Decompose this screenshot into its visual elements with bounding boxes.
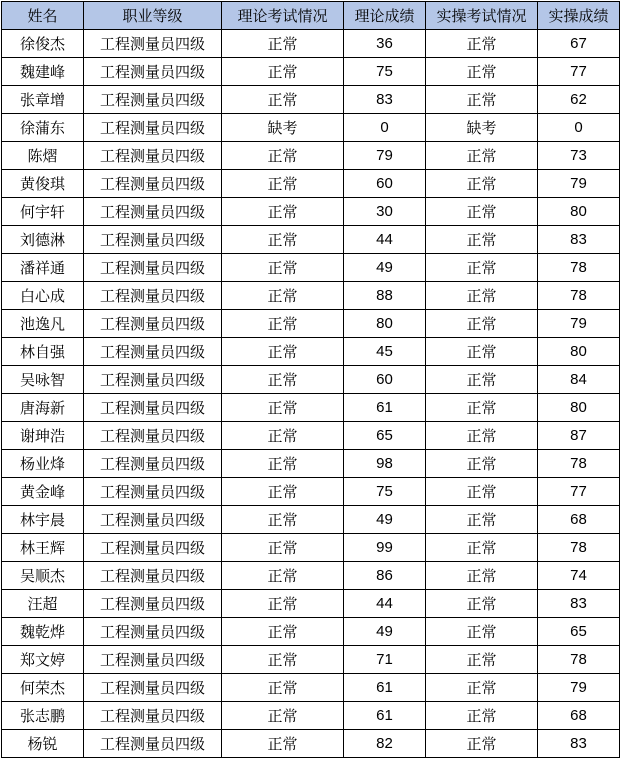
cell-theory-status: 正常	[222, 674, 344, 702]
header-name: 姓名	[2, 2, 84, 30]
table-row	[2, 422, 620, 450]
table-row	[2, 170, 620, 198]
cell-practical-score: 68	[538, 506, 620, 534]
cell-practical-status: 正常	[426, 282, 538, 310]
cell-practical-status: 正常	[426, 562, 538, 590]
cell-practical-status: 正常	[426, 478, 538, 506]
cell-theory-score: 60	[344, 366, 426, 394]
header-level: 职业等级	[84, 2, 222, 30]
table-row	[2, 562, 620, 590]
cell-theory-status: 正常	[222, 534, 344, 562]
cell-name: 潘祥通	[2, 254, 84, 282]
cell-name: 吴顺杰	[2, 562, 84, 590]
table-row	[2, 254, 620, 282]
table-row	[2, 618, 620, 646]
cell-theory-status: 正常	[222, 142, 344, 170]
cell-practical-status: 正常	[426, 226, 538, 254]
cell-level: 工程测量员四级	[84, 618, 222, 646]
cell-practical-status: 正常	[426, 198, 538, 226]
cell-practical-score: 68	[538, 702, 620, 730]
cell-theory-score: 86	[344, 562, 426, 590]
cell-name: 陈熠	[2, 142, 84, 170]
cell-theory-status: 正常	[222, 198, 344, 226]
cell-name: 徐蒲东	[2, 114, 84, 142]
cell-name: 林王辉	[2, 534, 84, 562]
table-row	[2, 338, 620, 366]
cell-practical-status: 正常	[426, 30, 538, 58]
table-row	[2, 534, 620, 562]
cell-level: 工程测量员四级	[84, 254, 222, 282]
cell-practical-status: 正常	[426, 674, 538, 702]
cell-theory-score: 61	[344, 702, 426, 730]
table-row	[2, 590, 620, 618]
header-practical-score: 实操成绩	[538, 2, 620, 30]
cell-theory-status: 正常	[222, 590, 344, 618]
cell-theory-status: 正常	[222, 338, 344, 366]
cell-name: 何宇轩	[2, 198, 84, 226]
cell-name: 张章增	[2, 86, 84, 114]
cell-level: 工程测量员四级	[84, 646, 222, 674]
cell-practical-status: 正常	[426, 338, 538, 366]
cell-practical-score: 83	[538, 590, 620, 618]
cell-level: 工程测量员四级	[84, 702, 222, 730]
cell-practical-score: 78	[538, 646, 620, 674]
cell-level: 工程测量员四级	[84, 422, 222, 450]
cell-practical-status: 正常	[426, 618, 538, 646]
cell-theory-status: 正常	[222, 618, 344, 646]
cell-practical-score: 78	[538, 254, 620, 282]
cell-practical-status: 正常	[426, 450, 538, 478]
cell-name: 魏建峰	[2, 58, 84, 86]
cell-practical-score: 78	[538, 282, 620, 310]
cell-theory-score: 80	[344, 310, 426, 338]
cell-name: 吴咏智	[2, 366, 84, 394]
cell-level: 工程测量员四级	[84, 590, 222, 618]
cell-theory-score: 44	[344, 226, 426, 254]
cell-name: 黄金峰	[2, 478, 84, 506]
cell-theory-score: 82	[344, 730, 426, 758]
cell-practical-score: 83	[538, 226, 620, 254]
cell-practical-status: 正常	[426, 86, 538, 114]
cell-theory-status: 正常	[222, 282, 344, 310]
cell-name: 汪超	[2, 590, 84, 618]
cell-name: 唐海新	[2, 394, 84, 422]
cell-level: 工程测量员四级	[84, 30, 222, 58]
cell-practical-status: 正常	[426, 310, 538, 338]
cell-name: 林宇晨	[2, 506, 84, 534]
cell-theory-status: 正常	[222, 86, 344, 114]
table-row	[2, 114, 620, 142]
cell-name: 杨锐	[2, 730, 84, 758]
cell-theory-status: 正常	[222, 422, 344, 450]
cell-practical-status: 正常	[426, 422, 538, 450]
cell-practical-score: 77	[538, 478, 620, 506]
cell-theory-score: 49	[344, 254, 426, 282]
table-row	[2, 86, 620, 114]
cell-practical-score: 78	[538, 534, 620, 562]
cell-practical-score: 80	[538, 394, 620, 422]
cell-practical-status: 正常	[426, 534, 538, 562]
cell-practical-status: 正常	[426, 142, 538, 170]
cell-theory-status: 正常	[222, 478, 344, 506]
table-row	[2, 30, 620, 58]
cell-theory-status: 正常	[222, 646, 344, 674]
cell-theory-score: 49	[344, 618, 426, 646]
cell-name: 谢珅浩	[2, 422, 84, 450]
cell-theory-score: 0	[344, 114, 426, 142]
cell-theory-status: 正常	[222, 254, 344, 282]
cell-theory-score: 49	[344, 506, 426, 534]
cell-theory-score: 36	[344, 30, 426, 58]
cell-practical-score: 79	[538, 674, 620, 702]
cell-theory-score: 44	[344, 590, 426, 618]
cell-theory-status: 正常	[222, 506, 344, 534]
cell-practical-score: 79	[538, 310, 620, 338]
cell-practical-status: 正常	[426, 590, 538, 618]
table-row	[2, 506, 620, 534]
cell-level: 工程测量员四级	[84, 142, 222, 170]
table-row	[2, 394, 620, 422]
cell-practical-score: 67	[538, 30, 620, 58]
table-row	[2, 58, 620, 86]
table-row	[2, 198, 620, 226]
cell-practical-score: 84	[538, 366, 620, 394]
cell-level: 工程测量员四级	[84, 338, 222, 366]
cell-theory-score: 98	[344, 450, 426, 478]
cell-practical-status: 正常	[426, 366, 538, 394]
header-row	[2, 2, 620, 30]
table-row	[2, 478, 620, 506]
cell-level: 工程测量员四级	[84, 310, 222, 338]
cell-name: 郑文婷	[2, 646, 84, 674]
table-body	[2, 30, 620, 758]
cell-name: 林自强	[2, 338, 84, 366]
cell-level: 工程测量员四级	[84, 170, 222, 198]
table-row	[2, 674, 620, 702]
cell-practical-score: 87	[538, 422, 620, 450]
cell-level: 工程测量员四级	[84, 198, 222, 226]
cell-practical-score: 62	[538, 86, 620, 114]
cell-level: 工程测量员四级	[84, 450, 222, 478]
cell-theory-status: 正常	[222, 170, 344, 198]
table-row	[2, 282, 620, 310]
cell-practical-score: 79	[538, 170, 620, 198]
cell-name: 魏乾烨	[2, 618, 84, 646]
cell-level: 工程测量员四级	[84, 58, 222, 86]
header-theory-status: 理论考试情况	[222, 2, 344, 30]
cell-theory-status: 正常	[222, 366, 344, 394]
cell-name: 张志鹏	[2, 702, 84, 730]
cell-theory-status: 缺考	[222, 114, 344, 142]
cell-practical-status: 正常	[426, 170, 538, 198]
cell-theory-score: 75	[344, 58, 426, 86]
cell-practical-status: 正常	[426, 730, 538, 758]
cell-practical-score: 73	[538, 142, 620, 170]
cell-level: 工程测量员四级	[84, 674, 222, 702]
cell-name: 杨业烽	[2, 450, 84, 478]
cell-level: 工程测量员四级	[84, 366, 222, 394]
cell-theory-score: 60	[344, 170, 426, 198]
table-row	[2, 646, 620, 674]
cell-level: 工程测量员四级	[84, 282, 222, 310]
cell-theory-status: 正常	[222, 226, 344, 254]
table-row	[2, 702, 620, 730]
cell-level: 工程测量员四级	[84, 86, 222, 114]
cell-practical-status: 正常	[426, 394, 538, 422]
cell-theory-score: 65	[344, 422, 426, 450]
cell-theory-score: 45	[344, 338, 426, 366]
cell-practical-score: 83	[538, 730, 620, 758]
cell-theory-status: 正常	[222, 310, 344, 338]
cell-practical-status: 正常	[426, 702, 538, 730]
cell-theory-score: 79	[344, 142, 426, 170]
cell-level: 工程测量员四级	[84, 730, 222, 758]
cell-practical-score: 78	[538, 450, 620, 478]
table-row	[2, 226, 620, 254]
cell-theory-score: 99	[344, 534, 426, 562]
cell-theory-status: 正常	[222, 30, 344, 58]
cell-theory-status: 正常	[222, 450, 344, 478]
cell-practical-status: 正常	[426, 58, 538, 86]
cell-level: 工程测量员四级	[84, 226, 222, 254]
cell-theory-score: 30	[344, 198, 426, 226]
table-row	[2, 366, 620, 394]
cell-theory-score: 61	[344, 394, 426, 422]
cell-theory-status: 正常	[222, 562, 344, 590]
cell-practical-status: 缺考	[426, 114, 538, 142]
cell-name: 徐俊杰	[2, 30, 84, 58]
cell-practical-status: 正常	[426, 646, 538, 674]
cell-level: 工程测量员四级	[84, 114, 222, 142]
header-theory-score: 理论成绩	[344, 2, 426, 30]
cell-level: 工程测量员四级	[84, 394, 222, 422]
cell-theory-score: 88	[344, 282, 426, 310]
cell-practical-score: 0	[538, 114, 620, 142]
cell-theory-status: 正常	[222, 58, 344, 86]
cell-level: 工程测量员四级	[84, 478, 222, 506]
cell-name: 黄俊琪	[2, 170, 84, 198]
cell-theory-status: 正常	[222, 730, 344, 758]
cell-practical-score: 65	[538, 618, 620, 646]
cell-practical-score: 80	[538, 198, 620, 226]
cell-practical-status: 正常	[426, 506, 538, 534]
cell-practical-score: 77	[538, 58, 620, 86]
cell-practical-score: 74	[538, 562, 620, 590]
cell-theory-score: 83	[344, 86, 426, 114]
cell-theory-status: 正常	[222, 394, 344, 422]
cell-theory-score: 71	[344, 646, 426, 674]
header-practical-status: 实操考试情况	[426, 2, 538, 30]
cell-name: 何荣杰	[2, 674, 84, 702]
cell-name: 白心成	[2, 282, 84, 310]
cell-theory-score: 75	[344, 478, 426, 506]
cell-theory-score: 61	[344, 674, 426, 702]
cell-level: 工程测量员四级	[84, 506, 222, 534]
cell-name: 池逸凡	[2, 310, 84, 338]
table-row	[2, 730, 620, 758]
cell-level: 工程测量员四级	[84, 534, 222, 562]
cell-practical-score: 80	[538, 338, 620, 366]
cell-theory-status: 正常	[222, 702, 344, 730]
table-row	[2, 450, 620, 478]
cell-level: 工程测量员四级	[84, 562, 222, 590]
score-table	[1, 1, 620, 758]
cell-practical-status: 正常	[426, 254, 538, 282]
cell-name: 刘德淋	[2, 226, 84, 254]
table-row	[2, 310, 620, 338]
table-row	[2, 142, 620, 170]
